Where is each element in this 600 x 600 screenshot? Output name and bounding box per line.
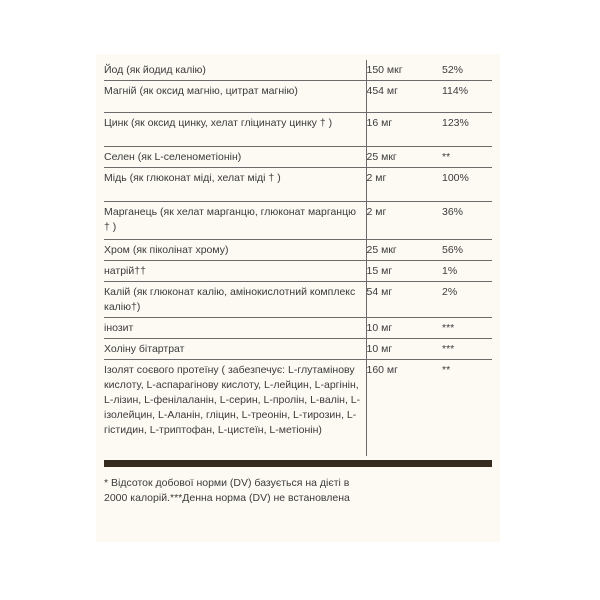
nutrient-row — [104, 282, 492, 318]
nutrient-daily-value: 56% — [442, 240, 492, 261]
dv-footnote: * Відсоток добової норми (DV) базується на дієті в 2000 калорій.***Денна норма (DV) не встановлена — [104, 477, 350, 504]
nutrient-amount: 15 мг — [366, 261, 442, 282]
nutrient-name: Йод (як йодид калію) — [104, 60, 366, 81]
nutrient-daily-value: *** — [442, 339, 492, 360]
nutrient-amount: 54 мг — [366, 282, 442, 318]
nutrient-daily-value: 2% — [442, 282, 492, 318]
nutrient-table — [104, 60, 492, 456]
nutrient-name: Калій (як глюконат калію, амінокислотний комплекс калію†) — [104, 282, 366, 318]
nutrient-daily-value: 52% — [442, 60, 492, 81]
nutrient-row — [104, 60, 492, 81]
nutrient-amount: 25 мкг — [366, 147, 442, 168]
nutrient-name: Ізолят соєвого протеїну ( забезпечує: L-глутамінову кислоту, L-аспарагінову кислоту, L-лейцин, L-аргінін, L-лізин, L-фенілаланін, L-серин, L-пролін, L-валін, L-ізолейцин, L-Аланін, гліцин, L-треонін, L-тирозин, L-гістидин, L-триптофан, L-цистеїн, L-метіонін) — [104, 364, 361, 436]
nutrient-name: Магній (як оксид магнію, цитрат магнію) — [104, 81, 366, 113]
nutrient-row — [104, 81, 492, 113]
nutrient-daily-value: 100% — [442, 168, 492, 202]
nutrient-row — [104, 261, 492, 282]
nutrient-name: Холіну бітартрат — [104, 339, 366, 360]
nutrient-name: Селен (як L-селенометіонін) — [104, 147, 366, 168]
nutrient-daily-value: 123% — [442, 113, 492, 147]
nutrient-amount: 454 мг — [366, 81, 442, 113]
nutrient-daily-value: ** — [442, 147, 492, 168]
nutrient-amount: 10 мг — [366, 318, 442, 339]
nutrient-row — [104, 202, 492, 240]
nutrient-row — [104, 360, 492, 456]
nutrient-amount: 160 мг — [366, 360, 442, 456]
nutrient-daily-value: 1% — [442, 261, 492, 282]
nutrient-name: натрій†† — [104, 261, 366, 282]
nutrient-daily-value: 36% — [442, 202, 492, 240]
nutrient-name: Марганець (як хелат марганцю, глюконат марганцю † ) — [104, 202, 366, 240]
nutrient-row — [104, 318, 492, 339]
nutrient-row — [104, 339, 492, 360]
nutrient-daily-value: *** — [442, 318, 492, 339]
nutrient-name: Хром (як піколінат хрому) — [104, 240, 366, 261]
nutrient-row — [104, 147, 492, 168]
nutrient-row — [104, 240, 492, 261]
nutrient-name: інозит — [104, 318, 366, 339]
nutrient-amount: 150 мкг — [366, 60, 442, 81]
nutrient-name: Мідь (як глюконат міді, хелат міді † ) — [104, 168, 366, 202]
nutrient-amount: 16 мг — [366, 113, 442, 147]
nutrient-amount: 2 мг — [366, 202, 442, 240]
nutrient-row — [104, 168, 492, 202]
nutrient-daily-value: 114% — [442, 81, 492, 113]
nutrient-name: Цинк (як оксид цинку, хелат гліцинату цинку † ) — [104, 113, 366, 147]
nutrient-amount: 25 мкг — [366, 240, 442, 261]
bottom-thick-rule — [104, 460, 492, 467]
nutrient-row — [104, 113, 492, 147]
nutrient-amount: 2 мг — [366, 168, 442, 202]
nutrient-daily-value: ** — [442, 364, 451, 376]
nutrient-amount: 10 мг — [366, 339, 442, 360]
